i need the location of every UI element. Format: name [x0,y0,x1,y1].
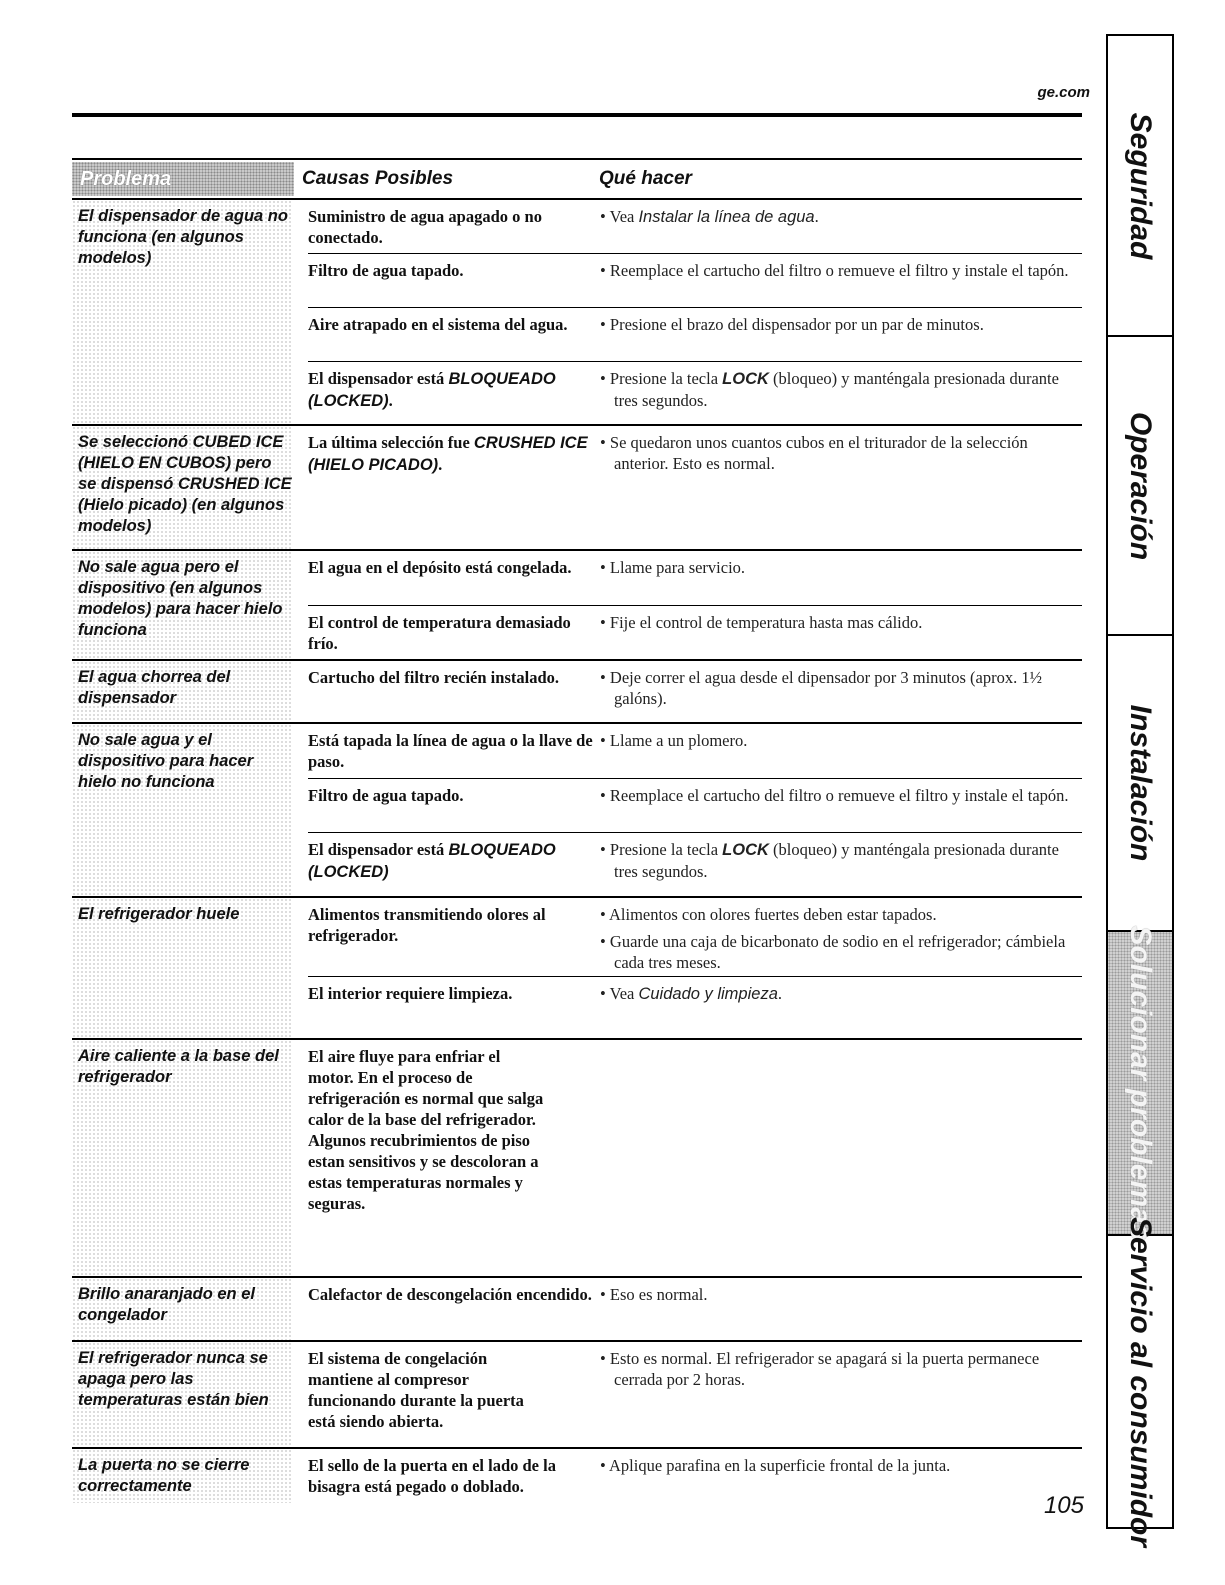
table-row [308,307,1082,361]
todo-text [600,785,1075,826]
cause-text: Filtro de agua tapado. [308,786,464,805]
cause-text: La última selección fue CRUSHED ICE (HIELO PICADO). [308,433,588,474]
table-row [308,1449,1082,1503]
todo-text [554,1046,1029,1214]
troubleshooting-table [72,158,1082,1503]
todo-bullet: • Vea Instalar la línea de agua. [600,207,819,226]
cause-text: El aire fluye para enfriar el motor. En el proceso de refrigeración es normal que salga calor de la base del refrigerador. Algunos recubrimientos de piso estan sensitivos y se descoloran a estas temperaturas normales y seguras. [308,1047,544,1213]
todo-bullet: • Guarde una caja de bicarbonato de sodio en el refrigerador; cámbiela cada tres meses. [600,932,1066,972]
top-rule [72,113,1082,117]
problem-group [72,200,1082,426]
table-row [308,426,1082,482]
section-tabs [1106,34,1174,1547]
table-row [308,724,1082,778]
table-row [308,661,1082,715]
cause-text: Está tapada la línea de agua o la llave de paso. [308,731,593,771]
todo-bullet: • Presione la tecla LOCK (bloqueo) y manténgala presionada durante tres segundos. [600,369,1059,410]
cause-text: El agua en el depósito está congelada. [308,558,572,577]
problem-text: Brillo anaranjado en el congelador [72,1278,292,1340]
problem-text: El dispensador de agua no funciona (en algunos modelos) [72,200,292,424]
problem-text: El refrigerador huele [72,898,292,1038]
problem-group [72,1278,1082,1342]
todo-text [600,314,1075,355]
problem-text: Aire caliente a la base del refrigerador [72,1040,292,1276]
todo-text [600,260,1075,301]
problem-group [72,551,1082,661]
todo-text [600,667,1075,709]
tab-instalacion[interactable]: Instalación [1108,636,1172,932]
table-row [308,976,1082,1011]
cause-text: El control de temperatura demasiado frío. [308,613,571,653]
cause-text: El dispensador está BLOQUEADO (LOCKED) [308,840,556,881]
problem-text: No sale agua y el dispositivo para hacer hielo no funciona [72,724,292,896]
todo-text [600,1284,1075,1305]
table-row [308,361,1082,416]
todo-bullet: • Reemplace el cartucho del filtro o remueve el filtro y instale el tapón. [600,786,1069,805]
todo-text [600,557,1075,599]
todo-text [600,983,1075,1005]
todo-text [600,368,1075,410]
todo-text [600,432,1075,476]
todo-bullet: • Presione el brazo del dispensador por un par de minutos. [600,315,984,334]
problem-group [72,426,1082,551]
table-row [308,778,1082,832]
todo-bullet: • Llame a un plomero. [600,731,748,750]
table-row [308,1342,1082,1438]
todo-text [600,730,1075,772]
todo-bullet: • Deje correr el agua desde el dipensador por 3 minutos (aprox. 1½ galóns). [600,668,1042,708]
todo-text [600,612,1075,654]
table-row [308,605,1082,660]
todo-text [600,1455,1075,1497]
cause-text: Aire atrapado en el sistema del agua. [308,315,568,334]
problem-text: La puerta no se cierre correctamente [72,1449,292,1503]
todo-bullet: • Se quedaron unos cuantos cubos en el triturador de la selección anterior. Esto es normal. [600,433,1028,473]
problem-text: No sale agua pero el dispositivo (en algunos modelos) para hacer hielo funciona [72,551,292,659]
todo-bullet: • Vea Cuidado y limpieza. [600,984,782,1003]
tab-operacion[interactable]: Operación [1108,337,1172,636]
cause-text: Filtro de agua tapado. [308,261,464,280]
todo-text [600,1348,1075,1432]
todo-bullet: • Aplique parafina en la superficie frontal de la junta. [600,1456,951,1475]
table-row [308,898,1082,976]
problem-group [72,1040,1082,1278]
site-url: ge.com [1037,84,1090,101]
tab-seguridad[interactable]: Seguridad [1108,36,1172,337]
table-row [308,253,1082,307]
page-number: 105 [1043,1492,1084,1519]
cause-text: El dispensador está BLOQUEADO (LOCKED). [308,369,556,410]
tab-servicio-al-consumidor[interactable]: Servicio al consumidor [1124,1216,1157,1547]
header-todo: Qué hacer [599,168,692,189]
table-row [308,832,1082,889]
todo-bullet: • Esto es normal. El refrigerador se apagará si la puerta permanece cerrada por 2 horas. [600,1349,1040,1389]
tab-solucionar-problemas[interactable]: Solucionar problemas [1108,932,1172,1236]
cause-text: El sistema de congelación mantiene al compresor funcionando durante la puerta está siendo abierta. [308,1349,524,1431]
cause-text: Calefactor de descongelación encendido. [308,1285,592,1304]
todo-bullet: • Eso es normal. [600,1285,708,1304]
problem-text: El refrigerador nunca se apaga pero las temperaturas están bien [72,1342,292,1447]
todo-bullet: • Llame para servicio. [600,558,746,577]
header-causes: Causas Posibles [302,168,454,189]
cause-text: El sello de la puerta en el lado de la bisagra está pegado o doblado. [308,1456,556,1496]
problem-group [72,661,1082,724]
todo-bullet: • Alimentos con olores fuertes deben estar tapados. [600,905,937,924]
table-row [308,200,1082,253]
problem-group [72,1342,1082,1449]
table-row [308,1040,1082,1220]
todo-text [600,904,1075,970]
problem-group [72,898,1082,1040]
todo-bullet: • Reemplace el cartucho del filtro o remueve el filtro y instale el tapón. [600,261,1069,280]
todo-bullet: • Fije el control de temperatura hasta mas cálido. [600,613,923,632]
todo-text [600,839,1075,883]
cause-text: Suministro de agua apagado o no conectado. [308,207,542,247]
table-row [308,1278,1082,1311]
table-row [308,551,1082,605]
problem-text: Se seleccionó CUBED ICE (HIELO EN CUBOS) pero se dispensó CRUSHED ICE (Hielo picado) (en algunos modelos) [72,426,292,549]
header-problem: Problema [72,162,294,196]
problem-group [72,1449,1082,1503]
problem-group [72,724,1082,898]
todo-bullet: • Presione la tecla LOCK (bloqueo) y manténgala presionada durante tres segundos. [600,840,1059,881]
todo-text [600,206,1075,247]
cause-text: El interior requiere limpieza. [308,984,513,1003]
cause-text: Alimentos transmitiendo olores al refrigerador. [308,905,546,945]
cause-text: Cartucho del filtro recién instalado. [308,668,559,687]
table-header [72,158,1082,200]
problem-text: El agua chorrea del dispensador [72,661,292,722]
